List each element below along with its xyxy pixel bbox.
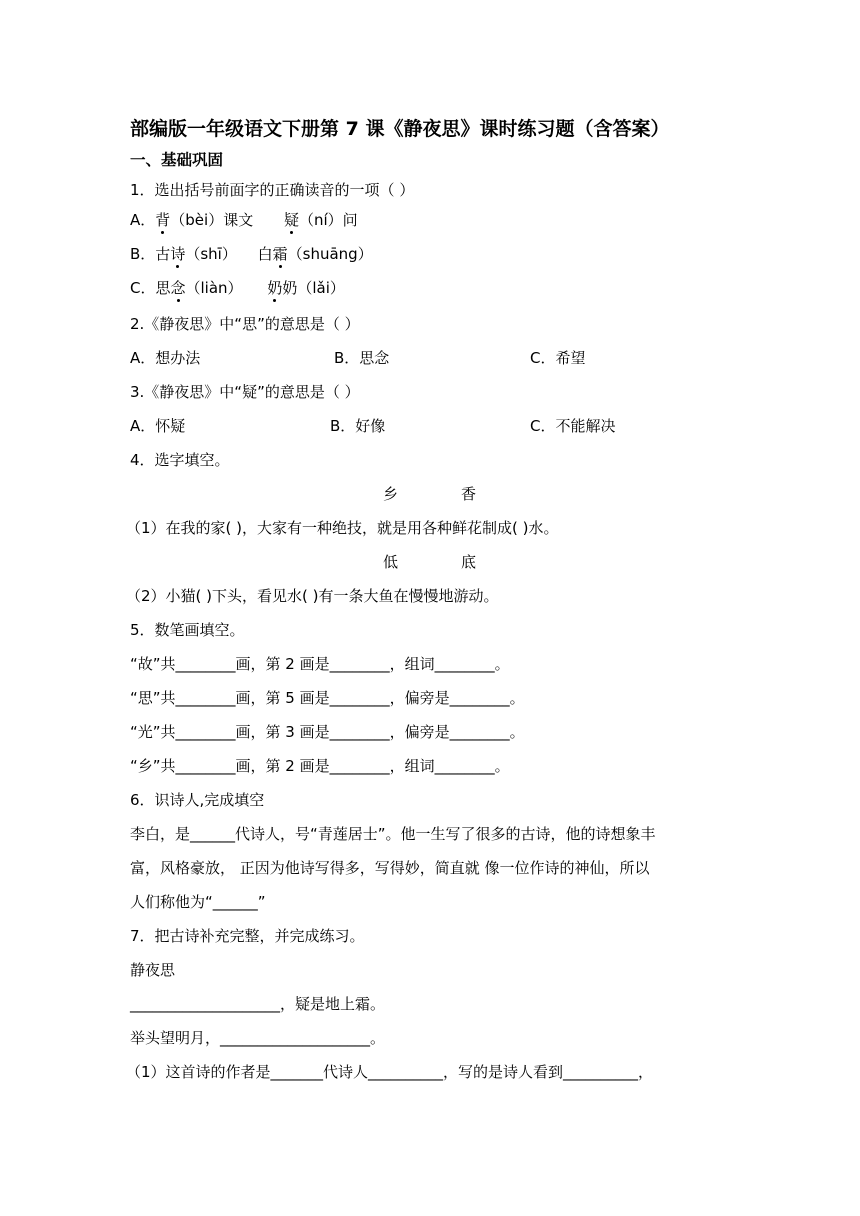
choice-char: 香 — [461, 485, 477, 503]
dotted-char: 疑 — [283, 211, 299, 229]
word-prefix: 白 — [257, 245, 273, 263]
question-2-option-a: A．想办法 — [130, 349, 201, 367]
option-label: C． — [130, 279, 156, 297]
stroke-line: “故”共________画，第 2 画是________，组词________。 — [130, 655, 510, 673]
question-2-option-c: C．希望 — [530, 349, 586, 367]
question-6-stem: 6．识诗人,完成填空 — [130, 791, 265, 809]
choice-char: 乡 — [383, 485, 399, 503]
question-7-stem: 7．把古诗补充完整，并完成练习。 — [130, 927, 365, 945]
choice-char: 底 — [461, 553, 477, 571]
pinyin-text: （ní）问 — [299, 211, 358, 229]
question-5-stem: 5．数笔画填空。 — [130, 621, 245, 639]
option-label: B． — [130, 245, 156, 263]
section-heading-basics: 一、基础巩固 — [130, 151, 224, 169]
question-7-sub-1: （1）这首诗的作者是_______代诗人__________，写的是诗人看到__________， — [126, 1063, 654, 1081]
question-4-line-2: （2）小猫( )下头，看见水( )有一条大鱼在慢慢地游动。 — [126, 587, 499, 605]
question-4-stem: 4．选字填空。 — [130, 451, 230, 469]
paragraph-line: 人们称他为“______” — [130, 893, 266, 911]
dotted-char: 念 — [170, 279, 186, 297]
pinyin-text: （liàn） — [185, 279, 243, 297]
stroke-line: “乡”共________画，第 2 画是________，组词________。 — [130, 757, 510, 775]
question-1-option-b — [130, 244, 373, 264]
stroke-line: “思”共________画，第 5 画是________，偏旁是________。 — [130, 689, 525, 707]
page-title: 部编版一年级语文下册第 7 课《静夜思》课时练习题（含答案） — [130, 118, 670, 140]
poem-line: 举头望明月，____________________。 — [130, 1029, 386, 1047]
question-4-line-1: （1）在我的家( )，大家有一种绝技，就是用各种鲜花制成( )水。 — [126, 519, 559, 537]
dotted-char: 诗 — [170, 245, 186, 263]
question-3-option-b: B．好像 — [330, 417, 386, 435]
pinyin-text: （bèi）课文 — [170, 211, 254, 229]
stroke-line: “光”共________画，第 3 画是________，偏旁是________。 — [130, 723, 525, 741]
question-1-option-a — [130, 210, 358, 230]
pinyin-text: （shī） — [185, 245, 237, 263]
paragraph-line: 李白，是______代诗人，号“青莲居士”。他一生写了很多的古诗，他的诗想象丰 — [130, 825, 656, 843]
paragraph-line: 富，风格豪放， 正因为他诗写得多，写得妙，简直就 像一位作诗的神仙，所以 — [130, 859, 650, 877]
pinyin-text: 奶（lǎi） — [282, 279, 345, 297]
option-label: A． — [130, 211, 156, 229]
question-1-stem: 1．选出括号前面字的正确读音的一项（ ） — [130, 181, 415, 199]
question-3-stem: 3.《静夜思》中“疑”的意思是（ ） — [130, 383, 360, 401]
poem-line: ____________________，疑是地上霜。 — [130, 995, 386, 1013]
word-prefix: 古 — [155, 245, 171, 263]
pinyin-text: （shuāng） — [287, 245, 373, 263]
choice-char: 低 — [383, 553, 399, 571]
question-2-option-b: B．思念 — [334, 349, 390, 367]
dotted-char: 霜 — [272, 245, 288, 263]
word-prefix: 思 — [155, 279, 171, 297]
question-3-option-a: A．怀疑 — [130, 417, 186, 435]
dotted-char: 奶 — [267, 279, 283, 297]
dotted-char: 背 — [155, 211, 171, 229]
question-2-stem: 2.《静夜思》中“思”的意思是（ ） — [130, 315, 360, 333]
poem-title: 静夜思 — [130, 961, 176, 979]
question-1-option-c — [130, 278, 345, 298]
question-3-option-c: C．不能解决 — [530, 417, 616, 435]
